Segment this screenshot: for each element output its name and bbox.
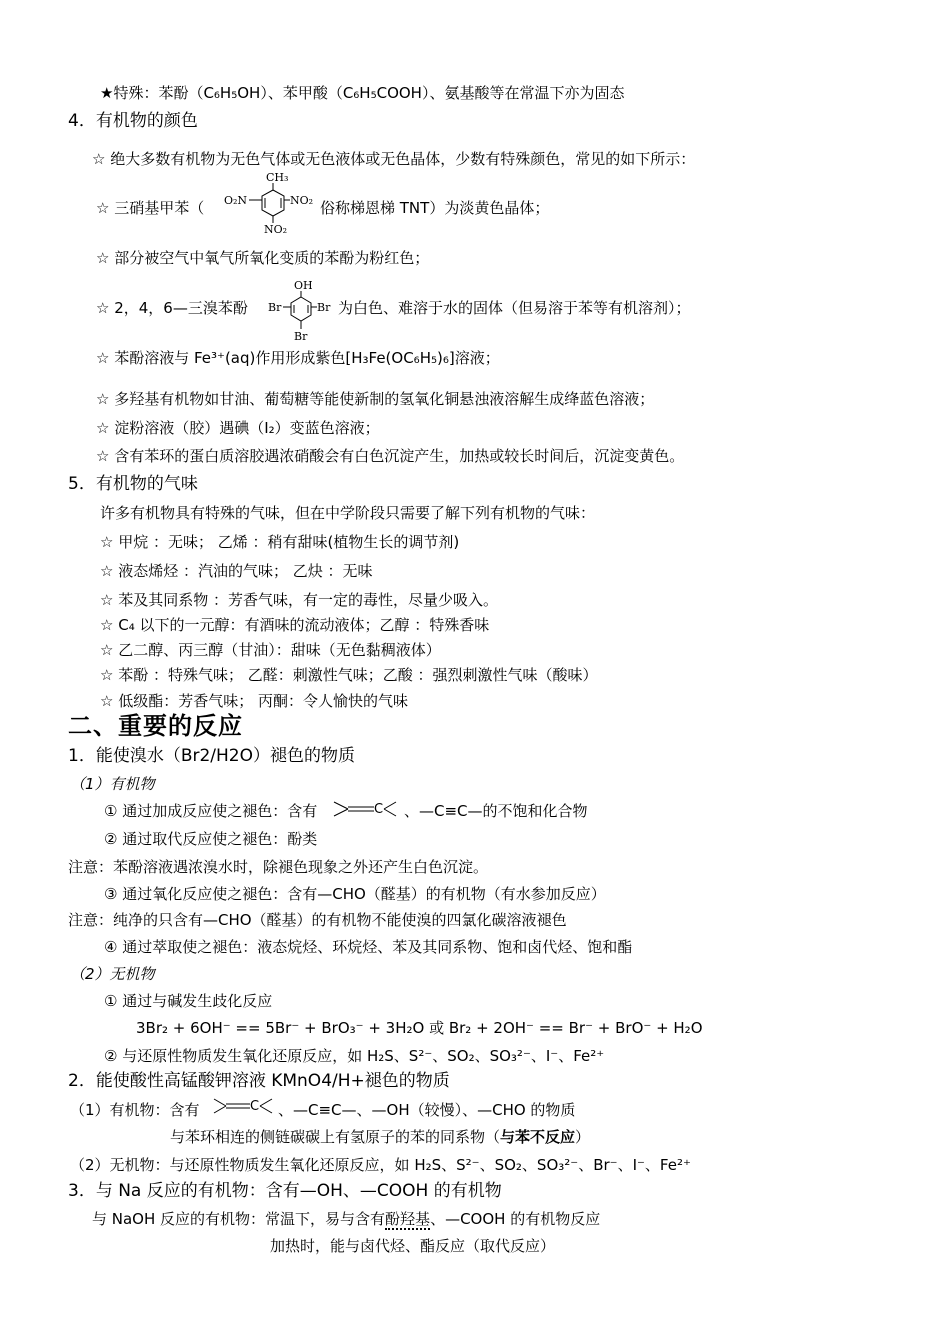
tnt-line-start: ☆ 三硝基甲苯（ bbox=[96, 199, 205, 217]
svg-text:CH₃: CH₃ bbox=[266, 171, 289, 184]
tribromophenol-structure-icon bbox=[266, 278, 336, 344]
color-intro: ☆ 绝大多数有机物为无色气体或无色液体或无色晶体，少数有特殊颜色，常见的如下所示： bbox=[92, 150, 696, 168]
svg-text:NO₂: NO₂ bbox=[264, 223, 288, 236]
double-bond-icon-2 bbox=[210, 1095, 276, 1117]
tribromophenol-line-end: 为白色、难溶于水的固体（但易溶于苯等有机溶剂）； bbox=[338, 299, 691, 317]
svg-text:O₂N: O₂N bbox=[224, 194, 248, 207]
tribromophenol-line-start: ☆ 2，4，6—三溴苯酚 bbox=[96, 299, 248, 317]
color-polyhydroxy: ☆ 多羟基有机物如甘油、葡萄糖等能使新制的氢氧化铜悬浊液溶解生成绛蓝色溶液； bbox=[96, 390, 655, 408]
tnt-line-end: 俗称梯恩梯 TNT）为淡黄色晶体； bbox=[320, 199, 550, 217]
svg-text:OH: OH bbox=[294, 279, 313, 292]
note-special-solids: ★特殊：苯酚（C₆H₅OH）、苯甲酸（C₆H₅COOH）、氨基酸等在常温下亦为固态 bbox=[100, 84, 625, 102]
sub-inorganic-1: （2）无机物 bbox=[70, 965, 155, 983]
heading-2-kmno4: 2．能使酸性高锰酸钾溶液 KMnO4/H+褪色的物质 bbox=[68, 1071, 450, 1091]
equation-bromine-base: 3Br₂ + 6OH⁻ == 5Br⁻ + BrO₃⁻ + 3H₂O 或 Br₂ + 2OH⁻ == Br⁻ + BrO⁻ + H₂O bbox=[136, 1019, 703, 1037]
heading-4-color: 4．有机物的颜色 bbox=[68, 111, 198, 131]
item-addition-end: 、—C≡C—的不饱和化合物 bbox=[404, 802, 588, 820]
heading-5-odor: 5．有机物的气味 bbox=[68, 474, 198, 494]
svg-text:NO₂: NO₂ bbox=[290, 194, 314, 207]
odor-glycols: ☆ 乙二醇、丙三醇（甘油）：甜味（无色黏稠液体） bbox=[100, 641, 441, 659]
odor-olefin-acetylene: ☆ 液态烯烃 ：汽油的气味； 乙炔 ：无味 bbox=[100, 562, 373, 580]
odor-benzene: ☆ 苯及其同系物 ：芳香气味，有一定的毒性，尽量少吸入。 bbox=[100, 591, 498, 609]
svg-text:C: C bbox=[374, 802, 384, 817]
odor-intro: 许多有机物具有特殊的气味，但在中学阶段只需要了解下列有机物的气味： bbox=[100, 504, 596, 522]
naoh-heating: 加热时，能与卤代烃、酯反应（取代反应） bbox=[270, 1237, 556, 1255]
item-addition-start: ① 通过加成反应使之褪色：含有 bbox=[104, 802, 318, 820]
naoh-room-temp: 与 NaOH 反应的有机物：常温下，易与含有酚羟基、—COOH 的有机物反应 bbox=[92, 1210, 601, 1228]
kmno4-organic-start: （1）有机物：含有 bbox=[70, 1101, 200, 1119]
note-cho-ccl4: 注意：纯净的只含有—CHO（醛基）的有机物不能使溴的四氯化碳溶液褪色 bbox=[68, 911, 567, 929]
svg-text:Br: Br bbox=[317, 301, 331, 314]
item-extraction: ④ 通过萃取使之褪色：液态烷烃、环烷烃、苯及其同系物、饱和卤代烃、饱和酯 bbox=[104, 938, 633, 956]
item-oxidation: ③ 通过氧化反应使之褪色：含有—CHO（醛基）的有机物（有水参加反应） bbox=[104, 885, 606, 903]
item-substitution: ② 通过取代反应使之褪色：酚类 bbox=[104, 830, 318, 848]
heading-3-sodium: 3．与 Na 反应的有机物：含有—OH、—COOH 的有机物 bbox=[68, 1181, 502, 1201]
note-phenol-precipitate: 注意：苯酚溶液遇浓溴水时，除褪色现象之外还产生白色沉淀。 bbox=[68, 858, 489, 876]
color-phenol-iron: ☆ 苯酚溶液与 Fe³⁺(aq)作用形成紫色[H₃Fe(OC₆H₅)₆]溶液； bbox=[96, 349, 500, 367]
odor-phenol-aldehyde-acid: ☆ 苯酚 ：特殊气味； 乙醛：刺激性气味；乙酸 ：强烈刺激性气味（酸味） bbox=[100, 666, 598, 684]
color-starch-iodine: ☆ 淀粉溶液（胶）遇碘（I₂）变蓝色溶液； bbox=[96, 419, 380, 437]
item-redox-bromine: ② 与还原性物质发生氧化还原反应，如 H₂S、S²⁻、SO₂、SO₃²⁻、I⁻、Fe²⁺ bbox=[104, 1047, 605, 1065]
double-bond-icon bbox=[330, 798, 402, 820]
item-disproportionation: ① 通过与碱发生歧化反应 bbox=[104, 992, 273, 1010]
color-phenol-pink: ☆ 部分被空气中氧气所氧化变质的苯酚为粉红色； bbox=[96, 249, 430, 267]
kmno4-inorganic: （2）无机物：与还原性物质发生氧化还原反应，如 H₂S、S²⁻、SO₂、SO₃²⁻、Br⁻、I⁻、Fe²⁺ bbox=[70, 1156, 691, 1174]
svg-text:Br: Br bbox=[294, 330, 308, 343]
odor-alcohols: ☆ C₄ 以下的一元醇：有酒味的流动液体；乙醇 ：特殊香味 bbox=[100, 616, 490, 634]
svg-text:Br: Br bbox=[268, 301, 282, 314]
color-protein-nitric: ☆ 含有苯环的蛋白质溶胶遇浓硝酸会有白色沉淀产生，加热或较长时间后，沉淀变黄色。 bbox=[96, 447, 685, 465]
kmno4-organic-end: 、—C≡C—、—OH（较慢）、—CHO 的物质 bbox=[278, 1101, 576, 1119]
section-2-heading: 二、重要的反应 bbox=[68, 712, 243, 740]
heading-1-bromine-water: 1．能使溴水（Br2/H2O）褪色的物质 bbox=[68, 746, 355, 766]
odor-esters-acetone: ☆ 低级酯：芳香气味； 丙酮：令人愉快的气味 bbox=[100, 692, 408, 710]
kmno4-benzene-homolog: 与苯环相连的侧链碳碳上有氢原子的苯的同系物（与苯不反应） bbox=[170, 1128, 591, 1146]
tnt-structure-icon bbox=[222, 170, 318, 236]
svg-text:C: C bbox=[250, 1099, 260, 1114]
sub-organic-1: （1）有机物 bbox=[70, 775, 155, 793]
odor-methane-ethylene: ☆ 甲烷 ：无味； 乙烯 ：稍有甜味(植物生长的调节剂) bbox=[100, 533, 460, 551]
